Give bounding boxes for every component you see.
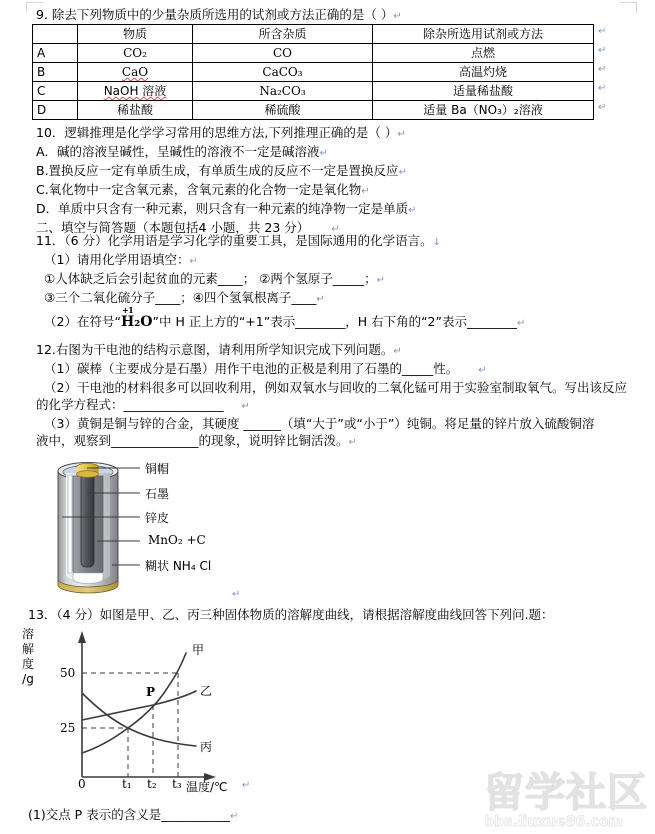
- solubility-curve-chart: [20, 625, 310, 795]
- question-10-stem: [36, 124, 417, 143]
- battery-label-copper-cap: 铜帽: [145, 462, 170, 476]
- y-axis-arrow: [78, 631, 86, 643]
- y-axis-title-char-2: 解: [21, 642, 34, 656]
- part-3-line-1-text: （3）黄铜是铜与锌的合金，其硬度 ______（填“大于”或“小于”）纯铜。将足量的锌片放入硫酸铜溶: [44, 416, 595, 431]
- table-header-row: [33, 25, 594, 44]
- pilcrow-icon: ↵: [316, 294, 325, 305]
- intersection-point-label-p: P: [146, 685, 156, 699]
- row-label-b: B: [33, 63, 78, 82]
- question-10-option-d: [36, 200, 417, 219]
- solubility-chart-svg: [20, 625, 310, 795]
- curve-jia: [82, 653, 186, 753]
- question-11-stem: [36, 232, 441, 251]
- table-header-blank: [33, 25, 78, 44]
- question-13-stem-text: 13．（4 分）如图是甲、乙、丙三种固体物质的溶解度曲线，请根据溶解度曲线回答下列问.题：: [28, 607, 554, 622]
- question-12-stem-text: 12.右图为干电池的结构示意图，请利用所学知识完成下列问题。: [36, 342, 394, 357]
- row-d-method: 适量 Ba（NO₃）₂溶液: [373, 101, 594, 120]
- x-tick-label-0: 0: [78, 777, 86, 791]
- pilcrow-icon: ↵: [598, 102, 607, 113]
- pilcrow-icon: ↵: [242, 780, 251, 791]
- row-label-a: A: [33, 44, 78, 63]
- question-10-option-b: [36, 162, 417, 181]
- row-label-c: C: [33, 82, 78, 101]
- question-9-table: [32, 24, 594, 120]
- pilcrow-icon: ↵: [598, 64, 607, 75]
- battery-label-ammonium-chloride-paste: 糊状 NH₄ Cl: [145, 559, 212, 573]
- y-axis-title-char-4: /g: [22, 672, 34, 686]
- pilcrow-icon: ↵: [598, 45, 607, 56]
- water-formula-symbol: [120, 305, 153, 330]
- question-9-stem-text: 9. 除去下列物质中的少量杂质所选用的试剂或方法正确的是（ ）: [36, 7, 394, 22]
- part-2-prefix: （2）在符号“: [44, 314, 121, 329]
- question-13-sub-1: [28, 806, 238, 825]
- question-12-part-3-line-1: [36, 415, 627, 432]
- series-label-yi: 乙: [200, 684, 213, 698]
- copper-cap-bottom: [77, 471, 99, 478]
- pilcrow-icon: ↵: [516, 318, 526, 329]
- watermark-site-name: 留学社区: [484, 770, 648, 816]
- battery-label-mno2-carbon: MnO₂ +C: [148, 533, 206, 547]
- pilcrow-icon: ↵: [598, 26, 607, 37]
- part-2-line-2-text: 的化学方程式：________________: [36, 397, 224, 412]
- question-12-part-3-line-2: [36, 432, 627, 451]
- table-header-method: 除杂所选用试剂或方法: [373, 25, 594, 44]
- curve-yi: [82, 691, 196, 720]
- table-row: [33, 82, 594, 101]
- part-2-line-1-text: （2）干电池的材料很多可以回收利用，例如双氧水与回收的二氧化锰可用于实验室制取氧气。写出该反应: [44, 380, 627, 395]
- pilcrow-icon: ↵: [598, 83, 607, 94]
- question-13-stem: [28, 606, 554, 623]
- row-label-d: D: [33, 101, 78, 120]
- question-11-blanks-line-1: [36, 270, 441, 289]
- part-2-mid: ”中 H 正上方的“+1”表示________，H 右下角的“2”表示________: [152, 314, 517, 329]
- oxidation-number-superscript: +1: [121, 305, 134, 315]
- x-tick-label-t3: t₃: [172, 777, 182, 791]
- question-10-option-a: [36, 143, 417, 162]
- question-9-stem: [36, 6, 402, 25]
- table-row: [33, 63, 594, 82]
- pilcrow-icon: ↓: [432, 237, 441, 248]
- pilcrow-icon: ↵: [229, 811, 239, 822]
- pilcrow-icon: ↵: [189, 256, 198, 267]
- table-header-substance: 物质: [78, 25, 193, 44]
- pilcrow-icon: ↵: [319, 148, 328, 159]
- question-11-part-1-label: [36, 251, 441, 270]
- row-d-substance: 稀盐酸: [78, 101, 193, 120]
- y-axis-title-char-3: 度: [21, 657, 34, 671]
- option-a-text: A．碱的溶液呈碱性，呈碱性的溶液不一定是碱溶液: [36, 144, 320, 159]
- watermark-site-url: bbs.liuxue86.com: [484, 814, 624, 830]
- x-axis-title: 温度/℃: [186, 780, 228, 794]
- page-corner-mark-top-right: [620, 2, 637, 13]
- dry-cell-diagram: [40, 455, 340, 605]
- row-d-impurity: 稀硫酸: [193, 101, 373, 120]
- question-10: [36, 124, 417, 238]
- question-10-stem-text: 10．逻辑推理是化学学习常用的思维方法,下列推理正确的是（ ）: [36, 125, 398, 140]
- pilcrow-icon: ↵: [393, 11, 402, 22]
- site-watermark: [484, 772, 652, 834]
- pilcrow-icon: ↵: [376, 275, 386, 286]
- question-12-part-1: [36, 360, 627, 379]
- question-12-stem: [36, 341, 627, 360]
- row-a-substance: CO₂: [78, 44, 193, 63]
- part-1-text: （1）碳棒（主要成分是石墨）用作干电池的正极是利用了石墨的_____性。: [44, 361, 459, 376]
- pilcrow-icon: ↵: [408, 205, 417, 216]
- bottom-insulator: [73, 573, 103, 584]
- blanks-line-2-text: ③三个二氧化硫分子____；④四个氢氧根离子____: [44, 290, 317, 305]
- row-a-impurity: CO: [193, 44, 373, 63]
- battery-label-graphite: 石墨: [145, 487, 170, 501]
- question-10-option-c: [36, 181, 417, 200]
- row-c-impurity: Na₂CO₃: [193, 82, 373, 101]
- table-row: [33, 101, 594, 120]
- y-tick-label-50: 50: [60, 666, 76, 680]
- x-tick-label-t2: t₂: [147, 777, 157, 791]
- question-12-part-2-line-2: [36, 396, 627, 415]
- x-tick-label-t1: t₁: [122, 777, 132, 791]
- row-b-method: 高温灼烧: [373, 63, 594, 82]
- pilcrow-icon: ↵: [397, 129, 406, 140]
- pilcrow-icon: ↵: [241, 401, 250, 412]
- pilcrow-icon: ↵: [348, 437, 357, 448]
- part-1-label-text: （1）请用化学用语填空：: [44, 252, 190, 267]
- row-c-substance: NaOH 溶液: [78, 82, 193, 101]
- series-label-bing: 丙: [200, 740, 213, 754]
- pilcrow-icon: ↵: [331, 224, 340, 235]
- question-11-part-2: [44, 305, 526, 332]
- question-11: [36, 232, 441, 308]
- y-tick-label-25: 25: [60, 721, 76, 735]
- separator-layer: [68, 475, 72, 573]
- option-d-text: D．单质中只含有一种元素，则只含有一种元素的纯净物一定是单质: [36, 201, 409, 216]
- y-axis-title-char-1: 溶: [21, 627, 34, 641]
- option-c-text: C.氧化物中一定含氧元素，含氧元素的化合物一定是氧化物: [36, 182, 362, 197]
- question-11-stem-text: 11．（6 分）化学用语是学习化学的重要工具，是国际通用的化学语言。: [36, 233, 433, 248]
- pilcrow-icon: ↵: [361, 186, 370, 197]
- battery-label-zinc-shell: 锌皮: [145, 511, 170, 525]
- pilcrow-icon: ↵: [398, 167, 407, 178]
- part-3-line-2-text: 液中，观察到______________的现象，说明锌比铜活泼。: [36, 433, 349, 448]
- row-a-method: 点燃: [373, 44, 594, 63]
- row-b-substance: CaO: [78, 63, 193, 82]
- pilcrow-icon: ↵: [478, 365, 487, 376]
- series-label-jia: 甲: [192, 643, 205, 657]
- table-row: [33, 44, 594, 63]
- question-11-blanks-line-2: [36, 289, 441, 308]
- water-formula-text: H₂O: [120, 314, 153, 330]
- row-c-method: 适量稀盐酸: [373, 82, 594, 101]
- section-2-title-text: 二、填空与简答题（本题包括4 小题，共 23 分）: [36, 220, 310, 235]
- row-b-impurity: CaCO₃: [193, 63, 373, 82]
- pilcrow-icon: ↵: [393, 346, 402, 357]
- graphite-rod: [81, 469, 94, 567]
- question-12: [36, 341, 627, 451]
- dry-cell-svg: [40, 455, 340, 605]
- blanks-line-1-text: ①人体缺乏后会引起贫血的元素____； ②两个氢原子_____；: [44, 271, 377, 286]
- question-13-sub-1-text: (1)交点 P 表示的含义是___________: [28, 807, 230, 822]
- table-header-impurity: 所含杂质: [193, 25, 373, 44]
- chart-y-axis-title: [20, 627, 36, 687]
- question-12-part-2-line-1: [36, 379, 627, 396]
- pilcrow-icon: ↵: [232, 589, 241, 600]
- option-b-text: B.置换反应一定有单质生成，有单质生成的反应不一定是置换反应: [36, 163, 399, 178]
